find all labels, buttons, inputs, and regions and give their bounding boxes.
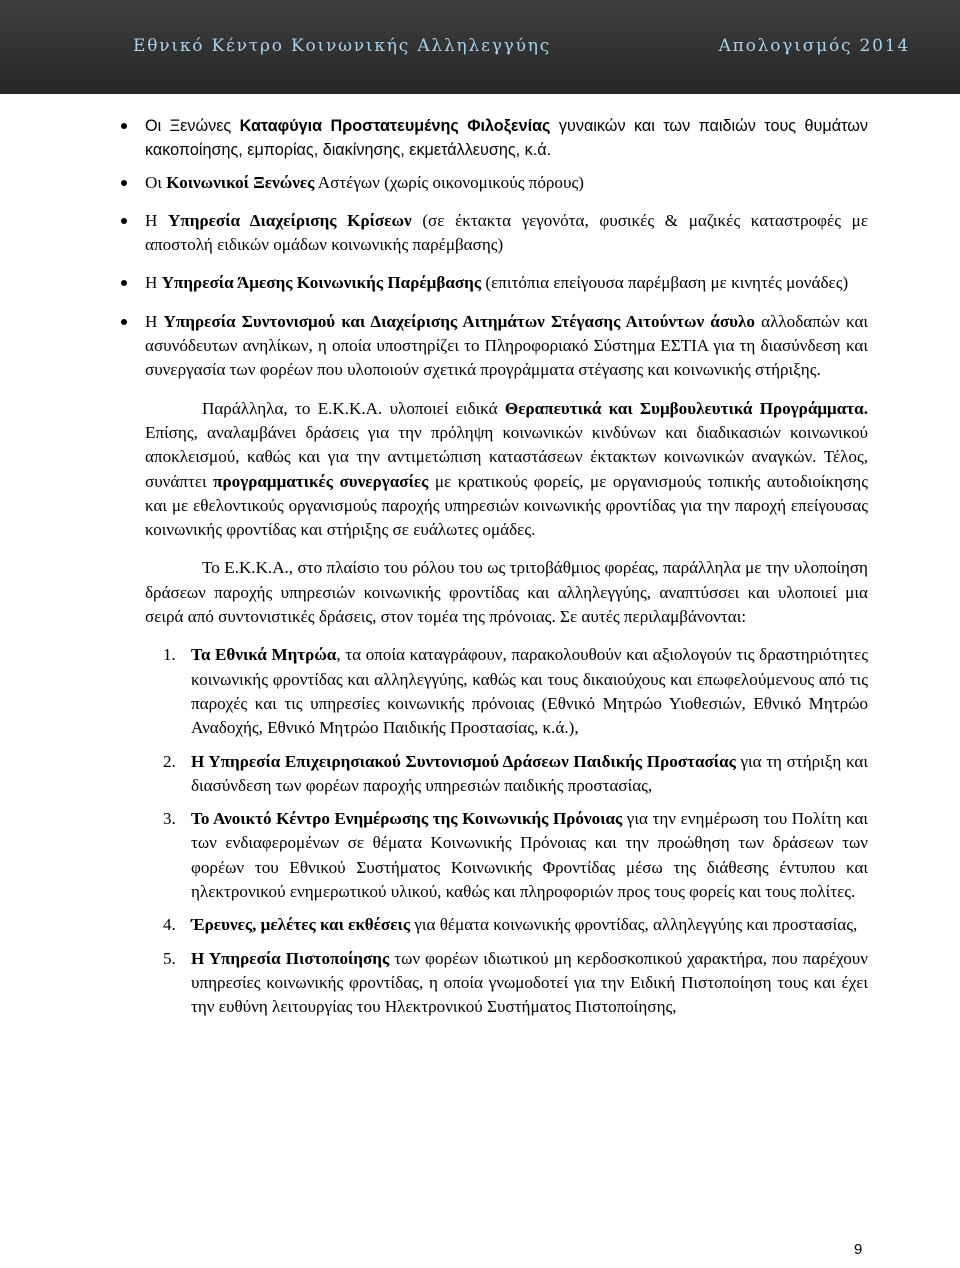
bold-run: Υπηρεσία Άμεσης Κοινωνικής Παρέμβασης: [161, 273, 482, 293]
item-text: [191, 949, 868, 1017]
text-run: Οι Ξενώνες: [145, 117, 240, 135]
text-run: (επιτόπια επείγουσα παρέμβαση με κινητές μονάδες): [481, 273, 849, 293]
text-run: Η: [145, 210, 169, 230]
header-report-title: Απολογισμός 2014: [718, 35, 910, 56]
bold-run: Κοινωνικοί Ξενώνες: [166, 172, 315, 192]
bold-run: προγραμματικές συνεργασίες: [213, 471, 429, 491]
bullet-item: [145, 171, 868, 195]
text-run: , τα οποία καταγράφουν, παρακολουθούν και αξιολογούν τις δραστηριότητες κοινωνικής φροντίδας και αλληλεγγύης, καθώς και τους δικαιούχους και επωφελούμενους από τις παροχές και τις υπηρεσίες κοινωνικής πρόνοιας (Εθνικό Μητρώο Υιοθεσιών, Εθνικό Μητρώο Αναδοχής, Εθνικό Μητρώο Παιδικής Προστασίας, κ.ά.),: [191, 645, 869, 738]
bullet-dot-icon: [121, 180, 127, 186]
text-run: Το Ε.Κ.Κ.Α., στο πλαίσιο του ρόλου του ως τριτοβάθμιος φορέας, παράλληλα με την υλοποίηση δράσεων παροχής υπηρεσιών κοινωνικής φροντίδας και αλληλεγγύης, αναπτύσσει και υλοποιεί μια σειρά από συντονιστικές δράσεις, στον τομέα της πρόνοιας. Σε αυτές περιλαμβάνονται:: [145, 558, 868, 627]
text-run: των φορέων ιδιωτικού μη κερδοσκοπικού χαρακτήρα, που παρέχουν υπηρεσίες κοινωνικής φροντίδας, η οποία γνωμοδοτεί για την Ειδική Πιστοποίηση τους και έχει την ευθύνη λειτουργίας του Ηλεκτρονικού Συστήματος Πιστοποίησης,: [191, 948, 868, 1017]
text-run: Αστέγων (χωρίς οικονομικούς πόρους): [314, 172, 584, 192]
bullet-item: [145, 114, 868, 163]
bold-run: Υπηρεσία Διαχείρισης Κρίσεων: [168, 210, 412, 230]
text-run: Οι: [145, 172, 167, 192]
bullet-text: [145, 271, 868, 295]
bullet-dot-icon: [121, 280, 127, 286]
numbered-item: [145, 947, 868, 1020]
header-organization: Εθνικό Κέντρο Κοινωνικής Αλληλεγγύης: [133, 35, 552, 56]
bold-run: Έρευνες, μελέτες και εκθέσεις: [191, 915, 411, 935]
text-run: Η: [145, 273, 162, 293]
item-number: 2.: [163, 751, 176, 771]
bold-run: Η Υπηρεσία Πιστοποίησης: [191, 948, 390, 968]
paragraph-coordination: [145, 556, 868, 629]
item-text: [191, 752, 868, 795]
item-text: [191, 645, 868, 737]
item-number: 3.: [163, 809, 176, 829]
coordination-actions-list: [145, 643, 868, 1019]
item-text: [191, 809, 868, 901]
page-body: [145, 114, 868, 1029]
page-number: 9: [854, 1241, 863, 1258]
text-run: αλλοδαπών και ασυνόδευτων ανηλίκων, η οποία υποστηρίζει το Πληροφοριακό Σύστημα ΕΣΤΙΑ για τη διασύνδεση και συνεργασία των φορέων που υλοποιούν σχετικά προγράμματα στέγασης και κοινωνικής στήριξης.: [145, 311, 868, 380]
bullet-dot-icon: [121, 319, 127, 325]
bullet-dot-icon: [121, 218, 127, 224]
bullet-text: [145, 310, 868, 383]
item-number: 1.: [163, 645, 176, 665]
bullet-item: [145, 310, 868, 383]
bullet-text: [145, 209, 868, 258]
bullet-text: [145, 114, 868, 163]
bold-run: Καταφύγια Προστατευμένης Φιλοξενίας: [239, 117, 551, 135]
bullet-item: [145, 209, 868, 258]
item-number: 4.: [163, 915, 176, 935]
text-run: Επίσης, αναλαμβάνει δράσεις για την πρόληψη κοινωνικών κινδύνων και διαδικασιών κοινωνικού αποκλεισμού, καθώς και για την αντιμετώπιση καταστάσεων έκτακτων κοινωνικών αναγκών. Τέλος, συνάπτει: [145, 422, 868, 491]
text-run: για τη στήριξη και διασύνδεση των φορέων παροχής υπηρεσιών παιδικής προστασίας,: [191, 751, 868, 795]
bold-run: Η Υπηρεσία Επιχειρησιακού Συντονισμού Δράσεων Παιδικής Προστασίας: [191, 751, 736, 771]
running-header: [0, 0, 960, 94]
bold-run: Θεραπευτικά και Συμβουλευτικά Προγράμματα.: [504, 398, 868, 418]
numbered-item: [145, 643, 868, 740]
bullet-text: [145, 171, 868, 195]
numbered-item: [145, 750, 868, 799]
bullet-dot-icon: [121, 123, 127, 129]
numbered-item: [145, 807, 868, 904]
text-run: με κρατικούς φορείς, με οργανισμούς τοπικής αυτοδιοίκησης και με εθελοντικούς οργανισμούς παροχής υπηρεσιών κοινωνικής φροντίδας για την παροχή επείγουσας κοινωνικής φροντίδας και στήριξης σε ευάλωτες ομάδες.: [145, 471, 868, 540]
bold-run: Τα Εθνικά Μητρώα: [191, 645, 337, 665]
item-text: [191, 915, 857, 934]
text-run: για την ενημέρωση του Πολίτη και των ενδιαφερομένων σε θέματα Κοινωνικής Πρόνοιας και την προώθηση των δράσεων των φορέων του Εθνικού Συστήματος Κοινωνικής Φροντίδας μέσω της διάθεσης έντυπου και ηλεκτρονικού ενημερωτικού υλικού, καθώς και πληροφοριών προς τους φορείς και τους πολίτες.: [191, 809, 868, 902]
text-run: γυναικών και των παιδιών τους θυμάτων κακοποίησης, εμπορίας, διακίνησης, εκμετάλλευσης, κ.ά.: [145, 117, 868, 160]
text-run: Παράλληλα, το Ε.Κ.Κ.Α. υλοποιεί ειδικά: [202, 398, 505, 418]
paragraph-programs: [145, 397, 868, 543]
bullet-item: [145, 271, 868, 295]
services-bullet-list: [145, 114, 868, 383]
text-run: για θέματα κοινωνικής φροντίδας, αλληλεγγύης και προστασίας,: [410, 915, 858, 935]
text-run: Η: [145, 311, 164, 331]
bold-run: Υπηρεσία Συντονισμού και Διαχείρισης Αιτημάτων Στέγασης Αιτούντων άσυλο: [163, 311, 755, 331]
numbered-item: [145, 913, 868, 937]
bold-run: Το Ανοικτό Κέντρο Ενημέρωσης της Κοινωνικής Πρόνοιας: [191, 809, 623, 829]
item-number: 5.: [163, 948, 176, 968]
text-run: (σε έκτακτα γεγονότα, φυσικές & μαζικές καταστροφές με αποστολή ειδικών ομάδων κοινωνικής παρέμβασης): [145, 210, 868, 255]
